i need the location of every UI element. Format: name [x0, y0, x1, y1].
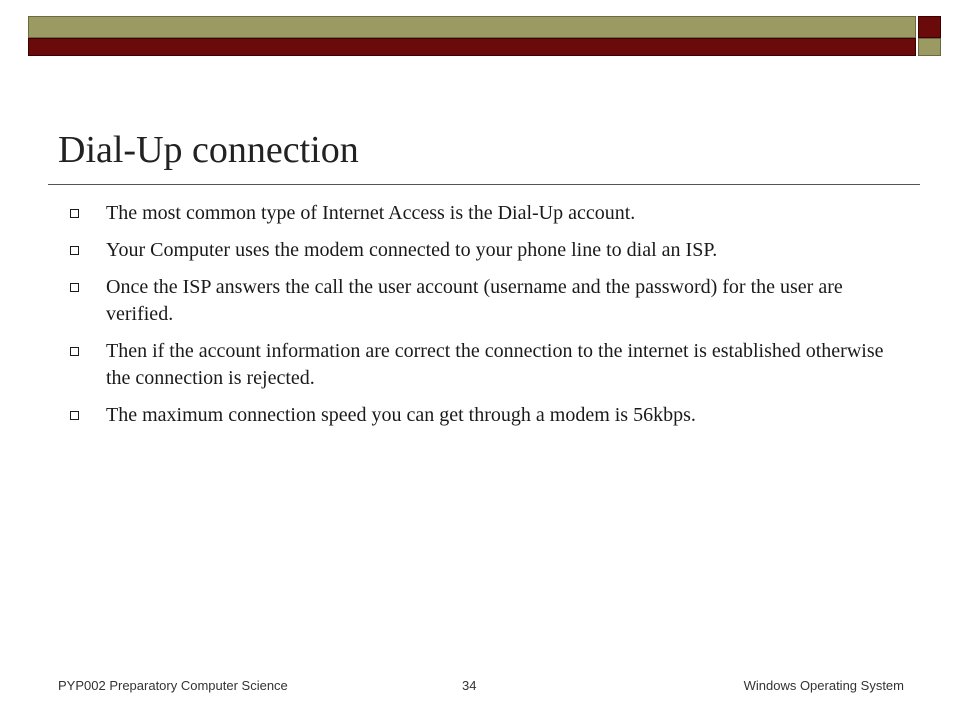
header-square-olive — [918, 38, 941, 56]
title-divider — [48, 184, 920, 185]
slide-title: Dial-Up connection — [58, 129, 359, 171]
header-square-maroon — [918, 16, 941, 38]
footer-course: PYP002 Preparatory Computer Science — [58, 678, 288, 693]
hollow-square-bullet-icon — [70, 209, 79, 218]
bullet-text: Once the ISP answers the call the user account (username and the password) for the user are verified. — [106, 276, 843, 325]
hollow-square-bullet-icon — [70, 347, 79, 356]
bullet-text: The maximum connection speed you can get through a modem is 56kbps. — [106, 404, 696, 426]
header-bar-olive — [28, 16, 916, 38]
bullet-item — [70, 237, 890, 264]
header-bar-maroon — [28, 38, 916, 56]
hollow-square-bullet-icon — [70, 283, 79, 292]
footer-page-number: 34 — [462, 678, 477, 693]
bullet-item — [70, 200, 890, 227]
bullet-text: Then if the account information are correct the connection to the internet is established otherwise the connection is rejected. — [106, 340, 884, 389]
footer-topic: Windows Operating System — [743, 678, 904, 693]
bullet-text: Your Computer uses the modem connected to your phone line to dial an ISP. — [106, 239, 718, 261]
hollow-square-bullet-icon — [70, 411, 79, 420]
hollow-square-bullet-icon — [70, 246, 79, 255]
bullet-text: The most common type of Internet Access is the Dial-Up account. — [106, 202, 636, 224]
bullet-item — [70, 402, 890, 429]
bullet-item — [70, 274, 890, 328]
bullet-list — [70, 200, 890, 439]
bullet-item — [70, 338, 890, 392]
